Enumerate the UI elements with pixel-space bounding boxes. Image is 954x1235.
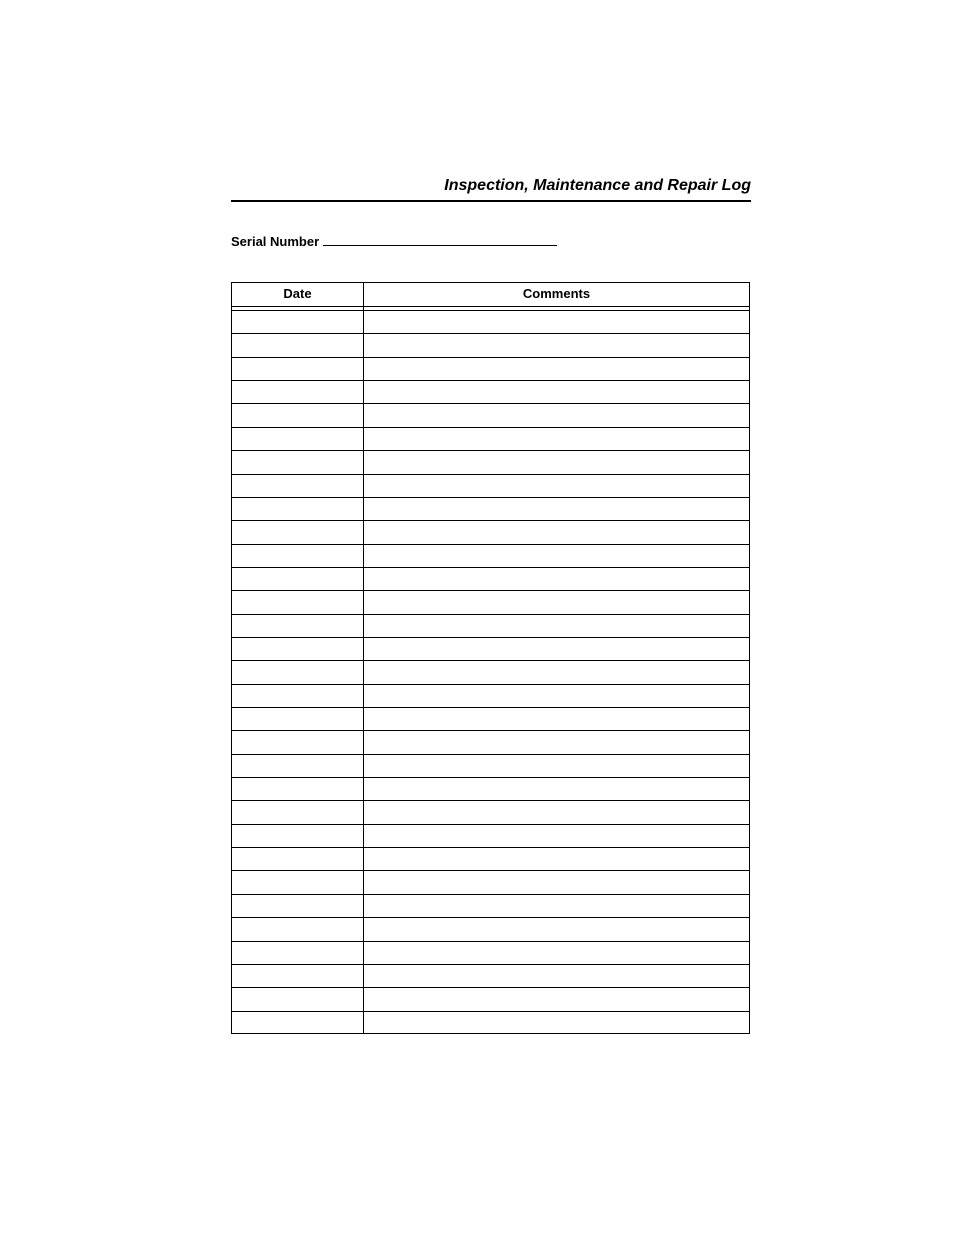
page-title: Inspection, Maintenance and Repair Log bbox=[444, 177, 751, 194]
table-row bbox=[232, 403, 749, 404]
table-row bbox=[232, 987, 749, 988]
log-table bbox=[231, 282, 750, 1034]
table-row bbox=[232, 870, 749, 871]
table-row bbox=[232, 847, 749, 848]
table-row bbox=[232, 590, 749, 591]
table-row bbox=[232, 474, 749, 475]
table-row bbox=[232, 497, 749, 498]
table-row bbox=[232, 824, 749, 825]
table-row bbox=[232, 684, 749, 685]
table-row bbox=[232, 333, 749, 334]
table-row bbox=[232, 730, 749, 731]
table-row bbox=[232, 660, 749, 661]
serial-number-blank bbox=[323, 233, 557, 246]
table-row bbox=[232, 800, 749, 801]
page-header bbox=[231, 172, 751, 202]
column-header-comments: Comments bbox=[522, 286, 591, 301]
table-row bbox=[232, 754, 749, 755]
table-row bbox=[232, 427, 749, 428]
table-row bbox=[232, 357, 749, 358]
table-row bbox=[232, 380, 749, 381]
table-row bbox=[232, 544, 749, 545]
table-row bbox=[232, 520, 749, 521]
column-header-date: Date bbox=[283, 286, 312, 301]
table-row bbox=[232, 894, 749, 895]
table-row bbox=[232, 567, 749, 568]
table-row bbox=[232, 1011, 749, 1012]
serial-number-label: Serial Number bbox=[231, 234, 320, 249]
table-header-row bbox=[232, 283, 749, 310]
table-row bbox=[232, 941, 749, 942]
column-divider bbox=[363, 283, 364, 1033]
table-row bbox=[232, 707, 749, 708]
header-rule bbox=[232, 306, 749, 307]
table-row bbox=[232, 777, 749, 778]
table-row bbox=[232, 637, 749, 638]
header-rule bbox=[232, 310, 749, 311]
table-row bbox=[232, 964, 749, 965]
serial-number-field bbox=[231, 233, 557, 249]
table-row bbox=[232, 917, 749, 918]
table-row bbox=[232, 614, 749, 615]
table-row bbox=[232, 450, 749, 451]
